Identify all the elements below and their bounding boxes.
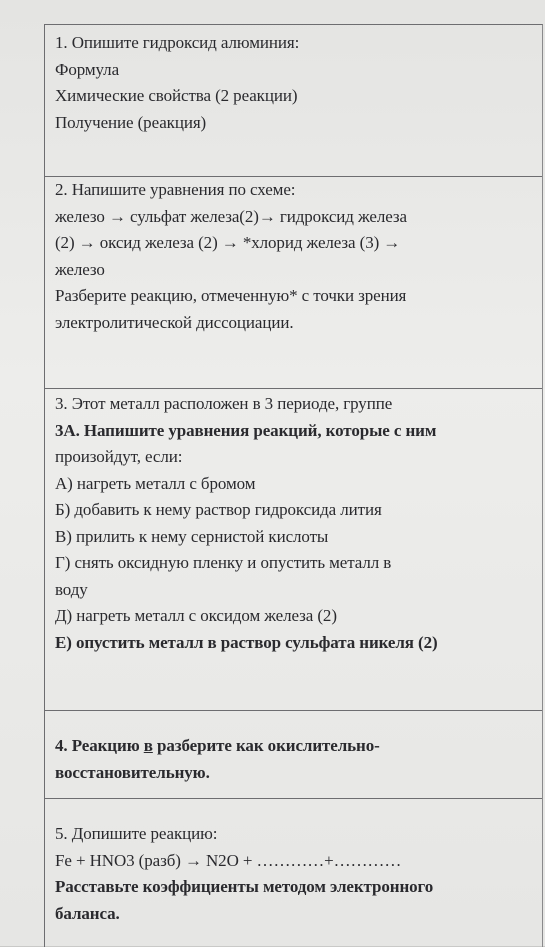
task-4-title	[55, 733, 532, 760]
task-3-option-b: Б) добавить к нему раствор гидроксида лития	[55, 500, 382, 519]
task-1-line: Химические свойства (2 реакции)	[55, 86, 298, 105]
task-1-line: Формула	[55, 59, 120, 79]
task-3-line: воду	[55, 579, 88, 599]
task-2-line: Разберите реакцию, отмеченную* с точки зрения	[55, 286, 407, 305]
task-3-title: 3. Этот металл расположен в 3 периоде, группе	[55, 394, 393, 413]
task-1-cell	[45, 25, 542, 177]
task-1-line: Получение (реакция)	[55, 112, 207, 132]
task-5-equation: Fe + HNO3 (разб) → N2O + …………+…………	[55, 850, 402, 870]
task-3-option-a: А) нагреть металл с бромом	[55, 473, 256, 493]
task-4-text: разберите как окислительно-	[152, 736, 380, 755]
task-5-cell	[45, 799, 542, 947]
task-3-option-d: Д) нагреть металл с оксидом железа (2)	[55, 606, 337, 625]
task-3-cell	[45, 389, 542, 711]
task-3-line: 3А. Напишите уравнения реакций, которые с ним	[55, 420, 437, 440]
task-2-line: (2) → оксид железа (2) → *хлорид железа (3) →	[55, 233, 401, 252]
task-3-option-g: Г) снять оксидную пленку и опустить металл в	[55, 553, 392, 572]
task-4-text: 4. Реакцию	[55, 736, 144, 755]
task-4-line: восстановительную.	[55, 762, 210, 782]
task-2-title: 2. Напишите уравнения по схеме:	[55, 180, 296, 199]
task-4-reaction-letter: в	[143, 736, 153, 755]
task-3-option-v: В) прилить к нему сернистой кислоты	[55, 526, 329, 546]
task-2-line: электролитической диссоциации.	[55, 312, 294, 332]
task-5-title: 5. Допишите реакцию:	[55, 824, 218, 843]
task-2-line: железо → сульфат железа(2)→ гидроксид железа	[55, 206, 407, 226]
task-5-line: баланса.	[55, 903, 120, 923]
task-5-line: Расставьте коэффициенты методом электронного	[55, 877, 434, 896]
task-2-line: железо	[55, 259, 105, 279]
task-table	[44, 24, 543, 947]
task-3-option-e: Е) опустить металл в раствор сульфата никеля (2)	[55, 632, 438, 652]
task-4-cell	[45, 711, 542, 799]
task-1-title: 1. Опишите гидроксид алюминия:	[55, 33, 300, 52]
task-2-cell	[45, 177, 542, 389]
task-3-line: произойдут, если:	[55, 447, 183, 466]
